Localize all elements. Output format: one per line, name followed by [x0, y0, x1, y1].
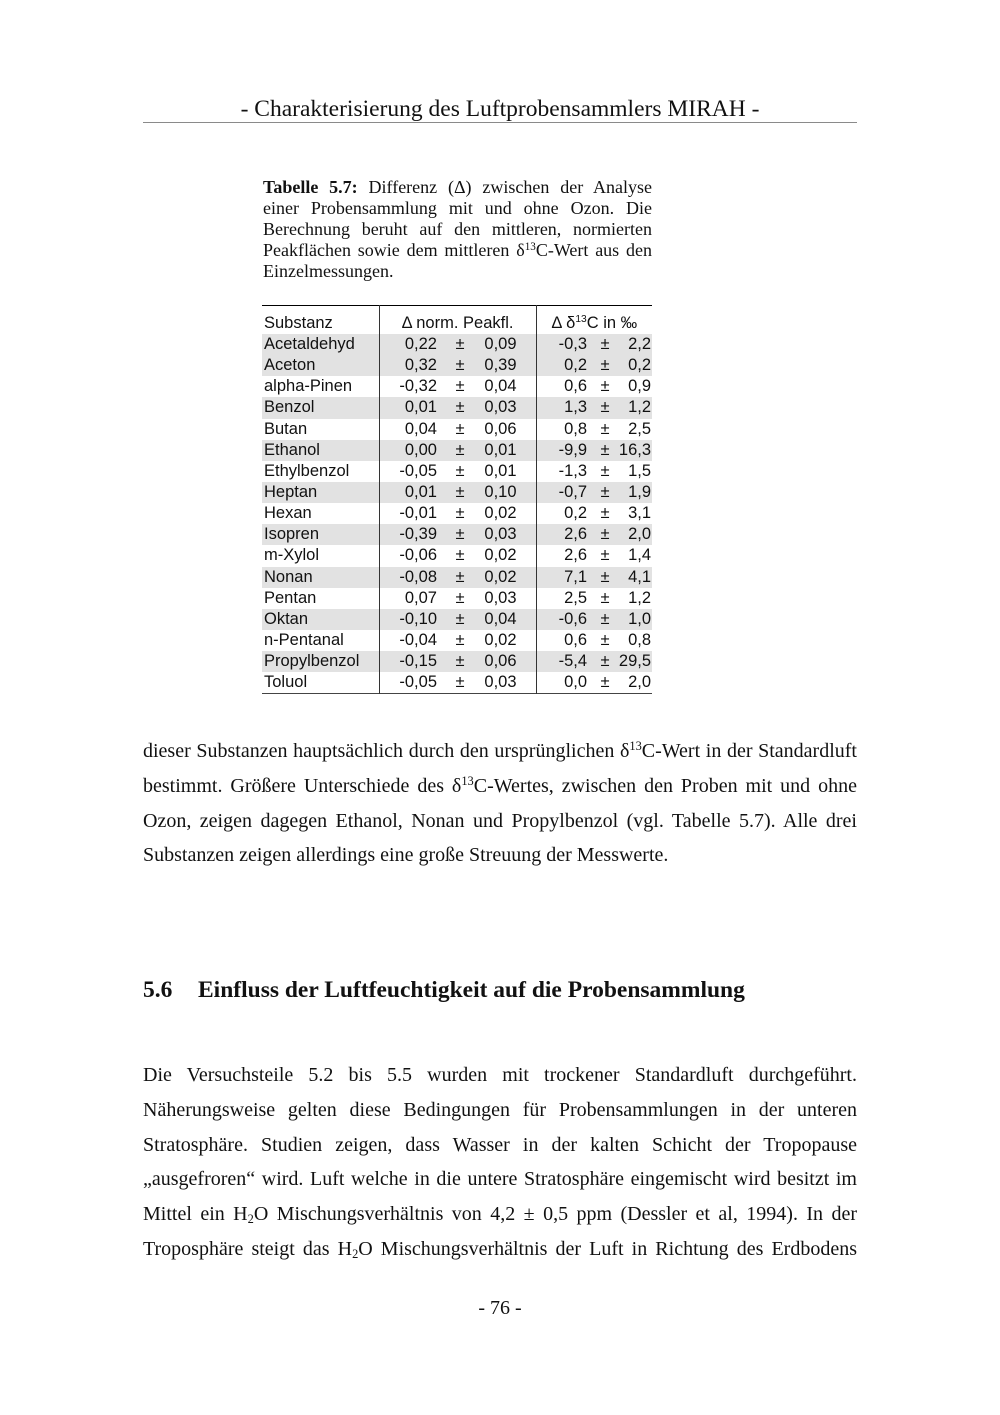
- peak-area-delta: 0,01: [379, 397, 442, 418]
- plus-minus-sign: ±: [442, 397, 478, 418]
- d13c-uncertainty: 0,8: [628, 631, 652, 650]
- plus-minus-sign: ±: [442, 334, 478, 355]
- text-segment: bestimmt. Größere Unterschiede des δ: [143, 774, 462, 797]
- table-row: [262, 672, 652, 694]
- substance-name: Pentan: [264, 588, 317, 607]
- subscript: 2: [352, 1246, 359, 1261]
- peak-area-delta: -0,08: [379, 567, 442, 588]
- page-number: - 76 -: [478, 1297, 522, 1319]
- d13c-uncertainty: 3,1: [628, 504, 652, 523]
- plus-minus-sign: ±: [455, 504, 465, 523]
- peak-area-delta: -0,10: [379, 609, 442, 630]
- substance-name: Butan: [264, 419, 308, 438]
- peak-area-uncertainty: 0,01: [478, 440, 536, 461]
- plus-minus-sign: ±: [600, 504, 610, 523]
- substance-name: Hexan: [264, 504, 312, 523]
- plus-minus-sign: ±: [442, 524, 478, 545]
- peak-area-uncertainty: 0,06: [484, 419, 517, 438]
- peak-area-delta: 0,00: [379, 440, 442, 461]
- text-line: [143, 1232, 857, 1267]
- d13c-delta: 0,8: [536, 419, 592, 440]
- table-row: [262, 588, 652, 609]
- substance-name: Heptan: [262, 482, 379, 503]
- d13c-delta: -1,3: [536, 461, 592, 482]
- superscript: 13: [524, 240, 536, 253]
- table-row: [262, 334, 652, 355]
- peak-area-uncertainty: 0,04: [484, 377, 517, 396]
- caption-line: Einzelmessungen.: [263, 261, 394, 281]
- d13c-uncertainty: 0,9: [628, 377, 652, 396]
- peak-area-uncertainty: 0,02: [484, 504, 517, 523]
- plus-minus-sign: ±: [455, 461, 465, 480]
- plus-minus-sign: ±: [592, 567, 618, 588]
- plus-minus-sign: ±: [600, 546, 610, 565]
- substance-name: Toluol: [264, 673, 308, 692]
- substance-name: Ethylbenzol: [264, 461, 350, 480]
- caption-label: Tabelle 5.7:: [263, 177, 358, 197]
- plus-minus-sign: ±: [442, 440, 478, 461]
- d13c-uncertainty: 1,9: [618, 482, 652, 503]
- table-caption: [263, 177, 652, 282]
- d13c-uncertainty: 1,2: [618, 397, 652, 418]
- d13c-uncertainty: 29,5: [618, 651, 652, 672]
- section-title: Einfluss der Luftfeuchtigkeit auf die Probensammlung: [198, 977, 745, 1003]
- text-segment: dieser Substanzen hauptsächlich durch den ursprünglichen δ: [143, 740, 630, 762]
- peak-area-uncertainty: 0,02: [478, 567, 536, 588]
- substance-name: Acetaldehyd: [262, 334, 379, 355]
- peak-area-delta: -0,39: [379, 524, 442, 545]
- substance-name: Oktan: [262, 609, 379, 630]
- d13c-uncertainty: 16,3: [618, 440, 652, 461]
- peak-area-uncertainty: 0,01: [484, 461, 517, 480]
- substance-name: m-Xylol: [264, 546, 320, 565]
- plus-minus-sign: ±: [600, 673, 610, 692]
- d13c-uncertainty: 1,4: [628, 546, 652, 565]
- peak-area-uncertainty: 0,04: [478, 609, 536, 630]
- d13c-uncertainty: 1,0: [618, 609, 652, 630]
- d13c-delta: 7,1: [536, 567, 592, 588]
- subscript: 2: [247, 1211, 254, 1226]
- plus-minus-sign: ±: [600, 588, 610, 607]
- peak-area-delta: 0,22: [379, 334, 442, 355]
- d13c-delta: -9,9: [536, 440, 592, 461]
- peak-area-uncertainty: 0,03: [484, 673, 517, 692]
- table-row: [262, 376, 652, 397]
- plus-minus-sign: ±: [592, 524, 618, 545]
- superscript: 13: [575, 314, 587, 326]
- d13c-uncertainty: 2,0: [618, 524, 652, 545]
- substance-name: Propylbenzol: [262, 651, 379, 672]
- peak-area-delta: 0,01: [379, 482, 442, 503]
- substance-name: Benzol: [262, 397, 379, 418]
- d13c-uncertainty: 1,2: [628, 588, 652, 607]
- table-row: [262, 461, 652, 482]
- plus-minus-sign: ±: [600, 461, 610, 480]
- peak-area-uncertainty: 0,10: [478, 482, 536, 503]
- d13c-uncertainty: 1,5: [628, 461, 652, 480]
- peak-area-delta: -0,06: [379, 545, 442, 566]
- d13c-delta: 0,2: [536, 355, 592, 376]
- text-line: „ausgefroren“ wird. Luft welche in die untere Stratosphäre eingemischt wird besitzt im: [143, 1168, 857, 1191]
- section-number: 5.6: [143, 977, 173, 1003]
- caption-line: [263, 177, 652, 198]
- table-row: [262, 651, 652, 672]
- column-header-substance: Substanz: [264, 314, 333, 332]
- text-line: Stratosphäre. Studien zeigen, dass Wasser in der kalten Schicht der Tropopause: [143, 1133, 857, 1156]
- substance-name: alpha-Pinen: [264, 377, 353, 396]
- header-rule: [143, 122, 857, 123]
- plus-minus-sign: ±: [592, 651, 618, 672]
- peak-area-uncertainty: 0,03: [478, 397, 536, 418]
- peak-area-uncertainty: 0,09: [478, 334, 536, 355]
- peak-area-delta: 0,07: [379, 588, 442, 609]
- table-row: [262, 419, 652, 440]
- d13c-delta: 0,6: [536, 376, 592, 397]
- caption-text: Peakflächen sowie dem mittleren δ: [263, 240, 525, 260]
- running-header: - Charakterisierung des Luftprobensammlers MIRAH -: [240, 96, 760, 122]
- column-header-peak-area: Δ norm. Peakfl.: [379, 306, 536, 335]
- column-header-d13c: [536, 306, 652, 335]
- plus-minus-sign: ±: [592, 609, 618, 630]
- d13c-uncertainty: 2,5: [628, 419, 652, 438]
- peak-area-uncertainty: 0,39: [478, 355, 536, 376]
- text-line: Substanzen zeigen allerdings eine große Streuung der Messwerte.: [143, 844, 669, 867]
- plus-minus-sign: ±: [592, 355, 618, 376]
- plus-minus-sign: ±: [592, 440, 618, 461]
- d13c-delta: -0,3: [536, 334, 592, 355]
- substance-name: Ethanol: [262, 440, 379, 461]
- table-row: [262, 397, 652, 418]
- section-heading: [143, 975, 857, 1005]
- text-segment: O Mischungsverhältnis von 4,2 ± 0,5 ppm (Dessler et al, 1994). In der: [253, 1203, 858, 1226]
- text-segment: C-Wert in der Standardluft: [641, 740, 857, 762]
- substance-name: Aceton: [262, 355, 379, 376]
- table-row: [262, 545, 652, 566]
- plus-minus-sign: ±: [442, 355, 478, 376]
- peak-area-delta: 0,32: [379, 355, 442, 376]
- table-row: [262, 630, 652, 651]
- plus-minus-sign: ±: [600, 377, 610, 396]
- substance-name: Isopren: [262, 524, 379, 545]
- d13c-delta: -0,7: [536, 482, 592, 503]
- text-line: [143, 1197, 857, 1232]
- plus-minus-sign: ±: [455, 419, 465, 438]
- table-row: [262, 567, 652, 588]
- d13c-delta: 0,6: [536, 630, 592, 651]
- plus-minus-sign: ±: [600, 631, 610, 650]
- d13c-delta: 2,6: [536, 524, 592, 545]
- d13c-uncertainty: 0,2: [618, 355, 652, 376]
- plus-minus-sign: ±: [442, 609, 478, 630]
- table-row: [262, 440, 652, 461]
- peak-area-delta: 0,04: [379, 419, 442, 440]
- plus-minus-sign: ±: [592, 482, 618, 503]
- d13c-delta: 2,6: [536, 545, 592, 566]
- plus-minus-sign: ±: [592, 334, 618, 355]
- peak-area-uncertainty: 0,02: [484, 631, 517, 650]
- text-line: Ozon, zeigen dagegen Ethanol, Nonan und Propylbenzol (vgl. Tabelle 5.7). Alle drei: [143, 809, 857, 832]
- body-paragraph: [143, 1058, 857, 1267]
- table-header-row: [262, 306, 652, 335]
- d13c-uncertainty: 2,0: [628, 673, 652, 692]
- peak-area-delta: -0,05: [379, 672, 442, 694]
- d13c-delta: -0,6: [536, 609, 592, 630]
- d13c-delta: 1,3: [536, 397, 592, 418]
- plus-minus-sign: ±: [455, 546, 465, 565]
- plus-minus-sign: ±: [455, 588, 465, 607]
- plus-minus-sign: ±: [442, 651, 478, 672]
- caption-line: Berechnung beruht auf den mittleren, normierten: [263, 219, 652, 239]
- peak-area-delta: -0,04: [379, 630, 442, 651]
- peak-area-uncertainty: 0,06: [478, 651, 536, 672]
- plus-minus-sign: ±: [592, 397, 618, 418]
- table-row: [262, 609, 652, 630]
- peak-area-delta: -0,15: [379, 651, 442, 672]
- d13c-uncertainty: 4,1: [618, 567, 652, 588]
- table-row: [262, 482, 652, 503]
- column-header-text: Δ δ: [551, 314, 576, 332]
- column-header-text: C in ‰: [586, 314, 638, 332]
- peak-area-uncertainty: 0,03: [484, 588, 517, 607]
- text-segment: O Mischungsverhältnis der Luft in Richtung des Erdbodens: [358, 1237, 857, 1260]
- peak-area-uncertainty: 0,02: [484, 546, 517, 565]
- table-row: [262, 524, 652, 545]
- caption-text: C-Wert aus den: [535, 240, 652, 260]
- text-line: [143, 734, 857, 769]
- substance-name: n-Pentanal: [264, 631, 344, 650]
- plus-minus-sign: ±: [600, 419, 610, 438]
- d13c-delta: 0,0: [536, 672, 592, 694]
- substance-name: Nonan: [262, 567, 379, 588]
- d13c-delta: -5,4: [536, 651, 592, 672]
- caption-line: [263, 240, 652, 261]
- text-line: [143, 769, 857, 804]
- superscript: 13: [629, 739, 642, 754]
- d13c-uncertainty: 2,2: [618, 334, 652, 355]
- plus-minus-sign: ±: [455, 631, 465, 650]
- peak-area-delta: -0,01: [379, 503, 442, 524]
- body-paragraph: [143, 734, 857, 873]
- text-line: Näherungsweise gelten diese Bedingungen für Probensammlungen in der unteren: [143, 1098, 857, 1121]
- data-table: [262, 305, 652, 694]
- text-segment: Troposphäre steigt das H: [143, 1237, 353, 1260]
- peak-area-delta: -0,32: [379, 376, 442, 397]
- text-line: Die Versuchsteile 5.2 bis 5.5 wurden mit trockener Standardluft durchgeführt.: [143, 1064, 857, 1086]
- caption-line: einer Probensammlung mit und ohne Ozon. Die: [263, 198, 652, 218]
- plus-minus-sign: ±: [442, 482, 478, 503]
- text-segment: C-Wertes, zwischen den Proben mit und ohne: [473, 774, 857, 797]
- d13c-delta: 2,5: [536, 588, 592, 609]
- peak-area-delta: -0,05: [379, 461, 442, 482]
- plus-minus-sign: ±: [442, 567, 478, 588]
- caption-text: Differenz (Δ) zwischen der Analyse: [368, 177, 653, 197]
- plus-minus-sign: ±: [455, 377, 465, 396]
- text-segment: Mittel ein H: [143, 1203, 248, 1226]
- table-row: [262, 503, 652, 524]
- table-row: [262, 355, 652, 376]
- superscript: 13: [461, 773, 474, 788]
- peak-area-uncertainty: 0,03: [478, 524, 536, 545]
- plus-minus-sign: ±: [455, 673, 465, 692]
- d13c-delta: 0,2: [536, 503, 592, 524]
